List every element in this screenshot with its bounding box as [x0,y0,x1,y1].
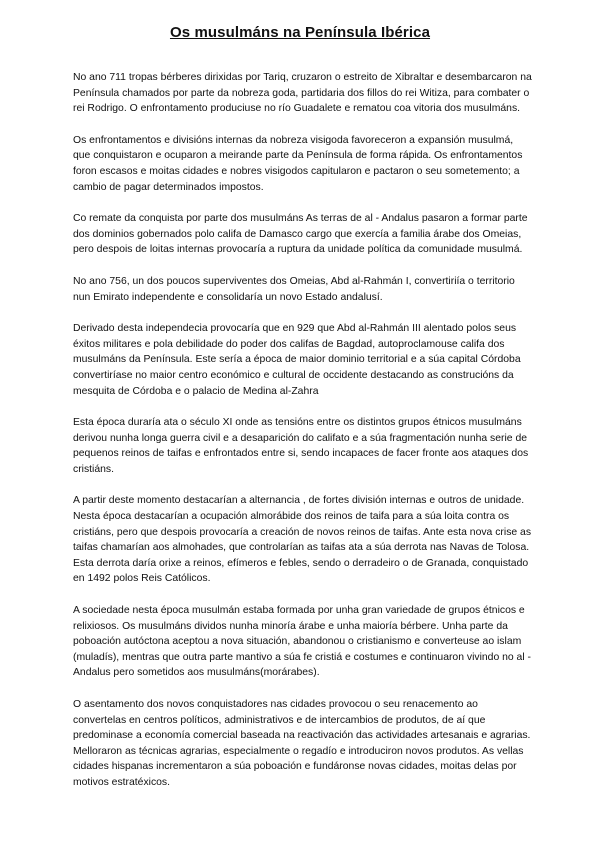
page-title: Os musulmáns na Península Ibérica [169,24,431,41]
paragraph-conquest-end: Co remate da conquista por parte dos musulmáns As terras de al - Andalus pasaron a formar parte dos dominios gobernados polo califa de Damasco cargo que exercía a familia árabe dos Omeias, pero despois de loitas internas provocaría a ruptura da unidade política da comunidade musulmá. [73,213,528,256]
paragraph-emirate: No ano 756, un dos poucos superviventes dos Omeias, Abd al-Rahmán I, convertiriía o territorio nun Emirato independente e consolidaría un novo Estado andalusí. [73,275,515,303]
paragraph-society: A sociedade nesta época musulmán estaba formada por unha gran variedade de grupos étnicos e relixiosos. Os musulmáns dividos nunha minoría árabe e unha maioría bérbere. Unha parte da poboación autóctona aceptou a nova situación, abandonou o cristianismo e converteuse ao islam (muladís), mentras que outra parte mantivo a súa fe cristiá e costumes e continuaron vivindo no al - Andalus pero sometidos aos musulmáns(morárabes). [73,605,531,679]
paragraph-cities: O asentamento dos novos conquistadores nas cidades provocou o seu renacemento ao convertelas en centros políticos, administrativos e de intercambios de produtos, de aí que predominase a economía comercial baseada na reactivación das actividades artesanais e agrarias. Melloraron as técnicas agrarias, especialmente o regadío e introduciron novos produtos. As vellas cidades hispanas incrementaron a súa poboación e fundáronse novas cidades, moitas delas por motivos estratéxicos. [73,699,531,788]
paragraph-arrival: No ano 711 tropas bérberes dirixidas por Tariq, cruzaron o estreito de Xibraltar e desembarcaron na Península chamados por parte da nobreza goda, partidaria dos fillos do rei Witiza, para combater o rei Rodrigo. O enfrontamento produciuse no río Guadalete e rematou coa vitoria dos musulmáns. [73,72,532,115]
paragraph-expansion: Os enfrontamentos e divisións internas da nobreza visigoda favoreceron a expansión musulmá, que conquistaron e ocuparon a meirande parte da Península de forma rápida. Os enfrontamentos foron escasos e moitas cidades e nobres visigodos capitularon e pactaron o seu sometemento; a cambio de pagar determinados impostos. [73,134,523,193]
document-body [73,70,533,807]
paragraph-taifas: Esta época duraría ata o século XI onde as tensións entre os distintos grupos étnicos musulmáns derivou nunha longa guerra civil e a desaparición do califato e a súa fragmentación nunha serie de pequenos reinos de taifas e enfrontados entre si, sendo incapaces de facer fronte aos ataques dos cristiáns. [73,417,529,475]
paragraph-alternation: A partir deste momento destacarían a alternancia , de fortes división internas e outros de unidade. Nesta época destacarían a ocupación almorábide dos reinos de taifa para a súa loita contra os cristiáns, pero que despois provocaría a creación de novos reinos de taifas. Ante esta nova crise as taifas chamarían aos almohades, que controlarían as taifas ata a súa derrota nas Navas de Tolosa. Esta derrota daría orixe a reinos, efímeros e febles, sendo o derradeiro o de Granada, conquistado en 1492 polos Reis Católicos. [73,495,532,585]
paragraph-caliphate: Derivado desta independecia provocaría que en 929 que Abd al-Rahmán III alentado polos seus éxitos militares e pola debilidade do poder dos califas de Bagdad, autoproclamouse califa dos musulmáns da Península. Este sería a época de maior dominio territorial e a súa capital Córdoba convertiríase no maior centro económico e cultural de occidente destacando as construcións da mesquita de Córdoba e o palacio de Medina al-Zahra [73,323,521,397]
